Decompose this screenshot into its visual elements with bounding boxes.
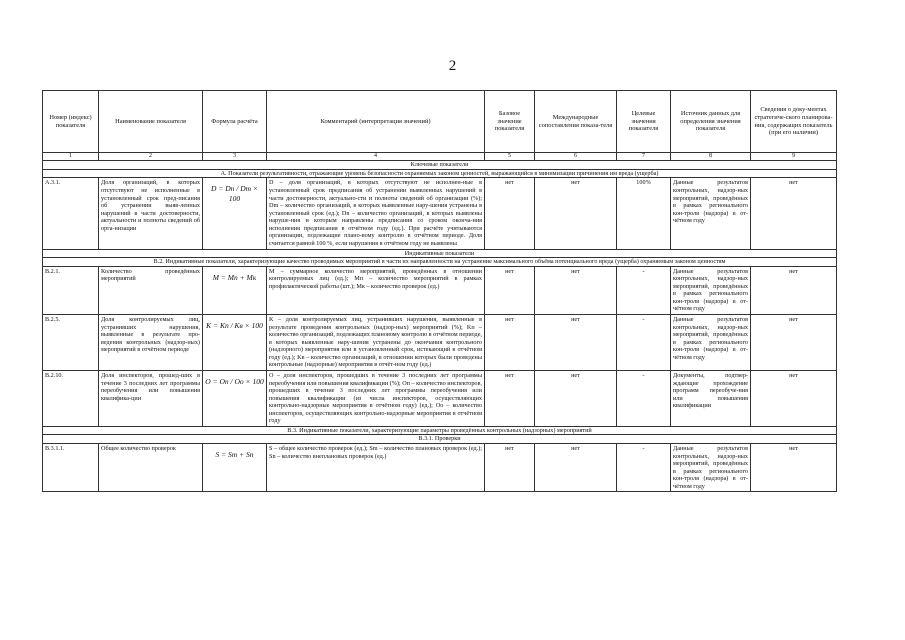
indicator-comment: K – доля контролируемых лиц, устранивших нарушения, выявленные в результате проведения контрольных (надзор-ных) мероприятий (%); Kп – количество организаций, подлежащих плановому контролю в отчётном периоде, в которых выявленные нару-шения устранены до окончания контрольного (надзорного) мероприятия или в установленный срок, истекающий в отчётном году (ед.); Kв – количество организаций, в отношении которых были проведены контрольные (надзорные) мероприятия в отчёт-ном году (ед.)	[267, 315, 485, 371]
strategic-docs: нет	[751, 178, 837, 249]
target-value: -	[617, 370, 671, 426]
column-number: 7	[617, 153, 671, 161]
indicator-formula: D = Dn / Dm × 100	[203, 178, 267, 249]
data-source: Данные результатов контрольных, надзор-ных мероприятий, проведённых в рамках регионального кон-троля (надзора) в от-чётном году	[671, 444, 751, 492]
section-b2-title: В.2. Индикативные показатели, характеризующие качество проводимых мероприятий в части их направленности на устранение максимального объёма потенциального вреда (ущерба) охраняемым законом ценностям	[43, 258, 837, 267]
indicator-id: В.2.10.	[43, 370, 99, 426]
header-cell: Целевые значения показателя	[617, 91, 671, 153]
section-row	[43, 249, 837, 258]
indicator-id: В.2.1.	[43, 266, 99, 314]
table-row	[43, 266, 837, 314]
indicator-comment: S – общее количество проверок (ед.); Sm – количество плановых проверок (ед.); Sn – количество внеплановых проверок (ед.)	[267, 444, 485, 492]
indicator-formula: O = Oп / Oо × 100	[203, 370, 267, 426]
column-number: 2	[99, 153, 203, 161]
indicator-id: А.3.1.	[43, 178, 99, 249]
indicator-id: В.2.5.	[43, 315, 99, 371]
indicators-table	[42, 90, 837, 492]
column-number: 4	[267, 153, 485, 161]
section-a-title: А. Показатели результативности, отражающие уровень безопасности охраняемых законом ценностей, выражающийся в минимизации причинения им вреда (ущерба)	[43, 169, 837, 178]
column-number: 9	[751, 153, 837, 161]
base-value: нет	[485, 370, 535, 426]
intl-comparison: нет	[535, 178, 617, 249]
table-row	[43, 178, 837, 249]
column-number: 1	[43, 153, 99, 161]
section-row	[43, 161, 837, 170]
column-number: 5	[485, 153, 535, 161]
section-row	[43, 426, 837, 435]
target-value: 100%	[617, 178, 671, 249]
target-value: -	[617, 444, 671, 492]
header-cell: Сведения о доку-ментах стратегиче-ского планирова-ния, содержащих показатель (при его наличии)	[751, 91, 837, 153]
base-value: нет	[485, 444, 535, 492]
indicator-comment: D – доля организаций, в которых отсутствуют не исполнен-ные в установленный срок предписания об устранении выявленных нарушений в части достоверности, актуально-сти и полноты сведений об организации (%); Dm – количество организаций, в которых выявленные нару-шения устранены в установленный срок (ед.); Dn – количество организаций, в которых выявлены наруше-ния и которым направлены предписания со сроком оконча-ния исполнения предписания в отчётном году (ед.). При расчёте учитываются организации, подлежащие плано-вому контролю в отчётном периоде. Доля считается равной 100 %, если нарушения в отчётном году не выявлены	[267, 178, 485, 249]
column-number: 3	[203, 153, 267, 161]
column-number: 8	[671, 153, 751, 161]
section-row	[43, 258, 837, 267]
column-number-row	[43, 153, 837, 161]
section-row	[43, 169, 837, 178]
section-key-title: Ключевые показатели	[43, 161, 837, 170]
data-source: Документы, подтвер-ждающие прохождение программ переобуче-ния или повышения квалификации	[671, 370, 751, 426]
indicator-comment: M – суммарное количество мероприятий, проведённых в отношении контролируемых лиц (ед.); Mп – количество мероприятий в рамках профилактической работы (шт.); Mк – количество проверок (ед.)	[267, 266, 485, 314]
header-cell: Международные сопоставления показа-теля	[535, 91, 617, 153]
indicator-formula: M = Mп + Mк	[203, 266, 267, 314]
base-value: нет	[485, 178, 535, 249]
base-value: нет	[485, 266, 535, 314]
data-source: Данные результатов контрольных, надзор-ных мероприятий, проведённых в рамках регионального кон-троля (надзора) в от-чётном году	[671, 178, 751, 249]
page-number: 2	[448, 58, 457, 74]
indicator-id: В.3.1.1.	[43, 444, 99, 492]
header-cell: Комментарий (интерпретация значений)	[267, 91, 485, 153]
section-row	[43, 435, 837, 444]
indicator-name: Доля организаций, в которых отсутствуют не исполненные в установленный срок пред-писания об устранении выяв-ленных нарушений в части достоверности, актуальности и полноты сведений об орга-низации	[99, 178, 203, 249]
table-row	[43, 315, 837, 371]
strategic-docs: нет	[751, 370, 837, 426]
section-b31-title: В.3.1. Проверки	[43, 435, 837, 444]
strategic-docs: нет	[751, 315, 837, 371]
intl-comparison: нет	[535, 444, 617, 492]
indicator-name: Доля инспекторов, прошед-ших в течение 3 последних лет программы переобучения или повышения квалифика-ции	[99, 370, 203, 426]
section-indicative-title: Индикативные показатели	[43, 249, 837, 258]
target-value: -	[617, 315, 671, 371]
header-cell: Номер (индекс) показателя	[43, 91, 99, 153]
intl-comparison: нет	[535, 315, 617, 371]
target-value: -	[617, 266, 671, 314]
strategic-docs: нет	[751, 266, 837, 314]
strategic-docs: нет	[751, 444, 837, 492]
section-b3-title: В.3. Индикативные показатели, характеризующие параметры проведённых контрольных (надзорных) мероприятий	[43, 426, 837, 435]
indicator-comment: O – доля инспекторов, прошедших в течение 3 последних лет программы переобучения или повышения квалификации (%); Oп – количество инспекторов, прошедших в течение 3 последних лет программы переобучения или повышения квалификации (из числа инспекторов, осуществляющих контрольно-надзорные мероприятия в отчётном году) (ед.); Oо – количество инспекторов, осуществляющих контрольно-надзорные мероприятия в отчётном году	[267, 370, 485, 426]
indicator-name: Общее количество проверок	[99, 444, 203, 492]
intl-comparison: нет	[535, 266, 617, 314]
intl-comparison: нет	[535, 370, 617, 426]
header-cell: Формула расчёта	[203, 91, 267, 153]
header-cell: Источник данных для определения значения показателя	[671, 91, 751, 153]
data-source: Данные результатов контрольных, надзор-ных мероприятий, проведённых в рамках регионального кон-троля (надзора) в от-чётном году	[671, 315, 751, 371]
indicator-name: Количество проведённых мероприятий	[99, 266, 203, 314]
base-value: нет	[485, 315, 535, 371]
table-row	[43, 444, 837, 492]
indicator-name: Доля контролируемых лиц, устранивших нарушения, выявленные в результате про-ведения контрольных (надзор-ных) мероприятий в отчётном периоде	[99, 315, 203, 371]
data-source: Данные результатов контрольных, надзор-ных мероприятий, проведённых в рамках регионального кон-троля (надзора) в от-чётном году	[671, 266, 751, 314]
indicator-formula: K = Kп / Kв × 100	[203, 315, 267, 371]
header-cell: Наименование показателя	[99, 91, 203, 153]
column-number: 6	[535, 153, 617, 161]
indicator-formula: S = Sm + Sn	[203, 444, 267, 492]
table-row	[43, 370, 837, 426]
header-cell: Базовое значение показателя	[485, 91, 535, 153]
header-row	[43, 91, 837, 153]
